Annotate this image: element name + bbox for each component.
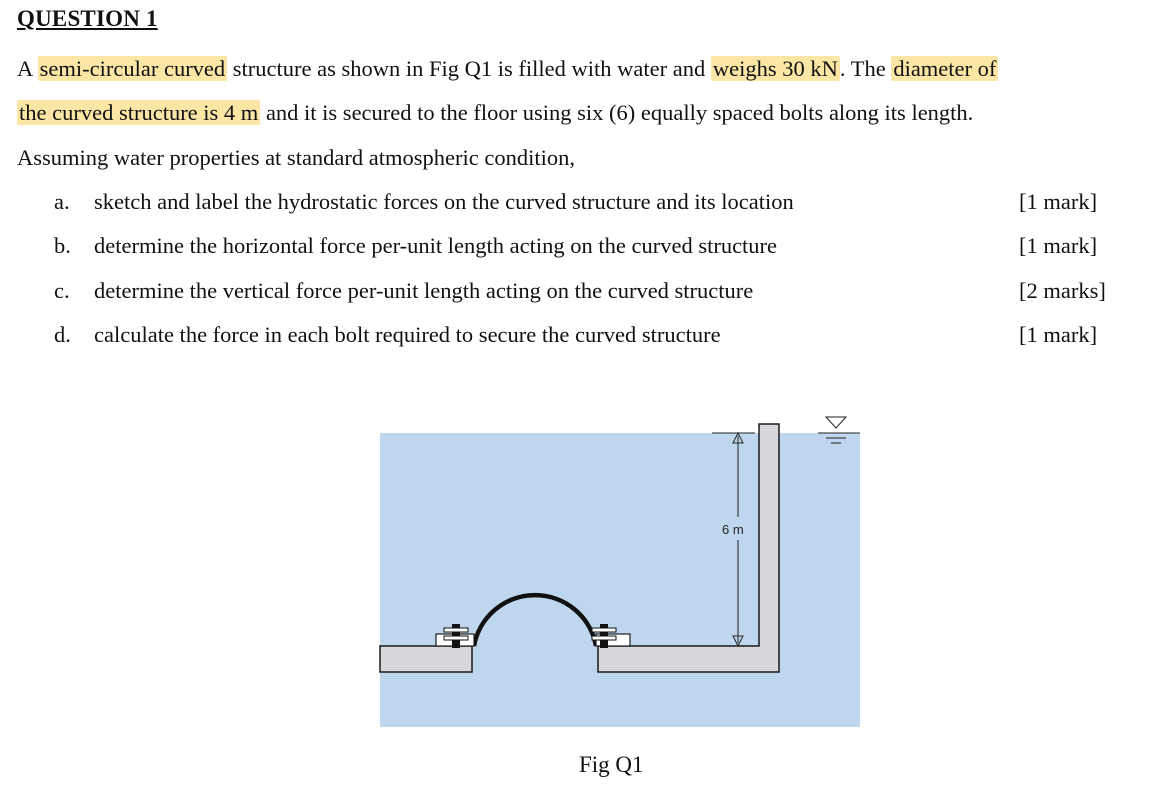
item-d-mark: [1 mark] [1019, 322, 1098, 347]
question-line-3: Assuming water properties at standard atmospheric condition, [17, 145, 575, 170]
highlight-diameter-cont: the curved structure is 4 m [19, 100, 259, 125]
item-d-text: calculate the force in each bolt required to secure the curved structure [94, 322, 721, 347]
item-b-letter: b. [54, 233, 71, 258]
item-c-letter: c. [54, 278, 70, 303]
item-b-text: determine the horizontal force per-unit length acting on the curved structure [94, 233, 778, 258]
text-segment: structure as shown in Fig Q1 is filled with water and [227, 56, 711, 81]
highlight-weight: weighs 30 kN [712, 56, 838, 81]
text-segment: A [17, 56, 38, 81]
item-d-letter: d. [54, 322, 71, 347]
figure-caption: Fig Q1 [579, 752, 644, 777]
item-c-text: determine the vertical force per-unit length acting on the curved structure [94, 278, 754, 303]
wall-structure [380, 646, 472, 672]
item-a-letter: a. [54, 189, 70, 214]
item-a-mark: [1 mark] [1019, 189, 1098, 214]
highlight-semi-circular: semi-circular curved [39, 56, 226, 81]
item-b-mark: [1 mark] [1019, 233, 1098, 258]
question-heading: QUESTION 1 [17, 6, 158, 31]
item-a-text: sketch and label the hydrostatic forces on the curved structure and its location [94, 189, 794, 214]
water-body [380, 433, 860, 727]
depth-label: 6 m [722, 522, 744, 537]
text-segment: and it is secured to the floor using six (6) equally spaced bolts along its length. [260, 100, 974, 125]
item-c-mark: [2 marks] [1019, 278, 1106, 303]
highlight-diameter: diameter of [893, 56, 997, 81]
text-segment: . The [839, 56, 892, 81]
